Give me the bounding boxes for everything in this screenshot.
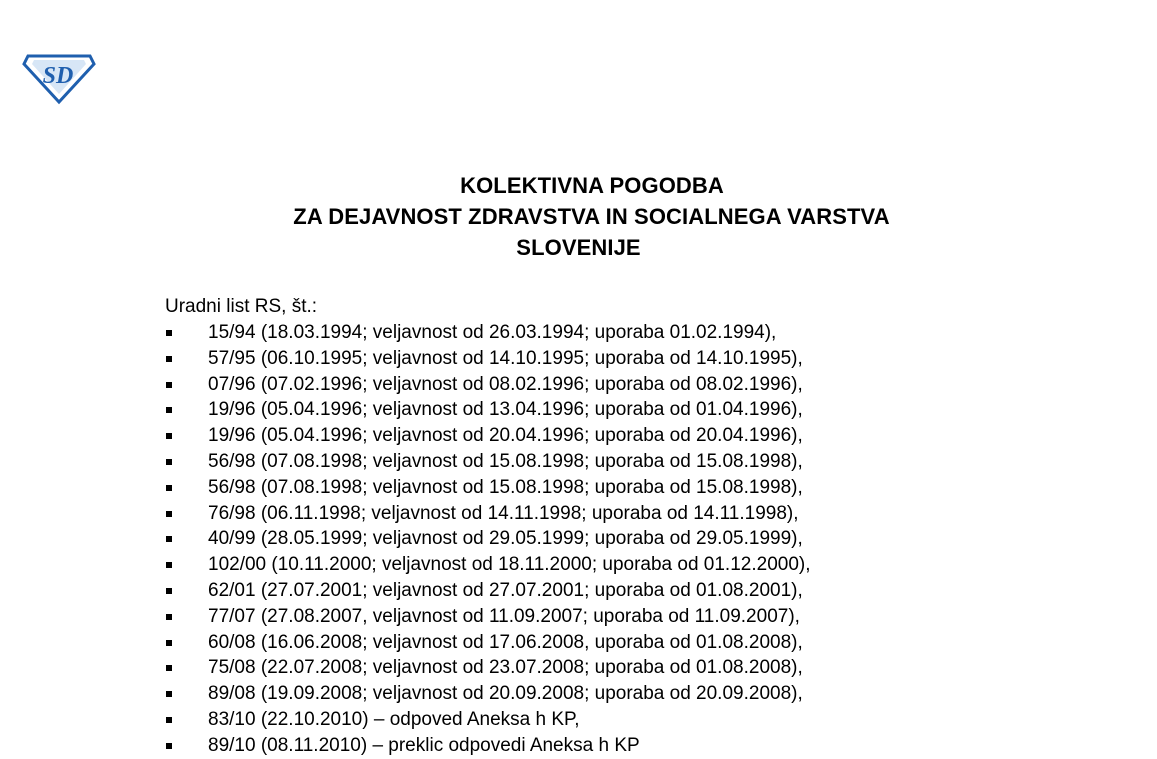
- square-bullet-icon: [166, 743, 172, 749]
- square-bullet-icon: [166, 717, 172, 723]
- square-bullet-icon: [166, 407, 172, 413]
- gazette-entry-text: 40/99 (28.05.1999; veljavnost od 29.05.1999; uporaba od 29.05.1999),: [208, 528, 803, 550]
- gazette-entry-text: 60/08 (16.06.2008; veljavnost od 17.06.2008, uporaba od 01.08.2008),: [208, 631, 803, 653]
- square-bullet-icon: [166, 459, 172, 465]
- document-title: [0, 170, 1157, 263]
- gazette-entry-text: 83/10 (22.10.2010) – odpoved Aneksa h KP,: [208, 708, 580, 730]
- gazette-entry-text: 89/10 (08.11.2010) – preklic odpovedi Aneksa h KP: [208, 734, 640, 756]
- gazette-entry-text: 19/96 (05.04.1996; veljavnost od 20.04.1996; uporaba od 20.04.1996),: [208, 425, 803, 447]
- gazette-entry-text: 76/98 (06.11.1998; veljavnost od 14.11.1998; uporaba od 14.11.1998),: [208, 502, 799, 524]
- logo-text: SD: [42, 63, 74, 89]
- gazette-entry-text: 57/95 (06.10.1995; veljavnost od 14.10.1995; uporaba od 14.10.1995),: [208, 347, 803, 369]
- gazette-entry-text: 56/98 (07.08.1998; veljavnost od 15.08.1998; uporaba od 15.08.1998),: [208, 450, 803, 472]
- square-bullet-icon: [166, 511, 172, 517]
- gazette-entry-text: 75/08 (22.07.2008; veljavnost od 23.07.2008; uporaba od 01.08.2008),: [208, 657, 803, 679]
- gazette-entry-text: 102/00 (10.11.2000; veljavnost od 18.11.2000; uporaba od 01.12.2000),: [208, 554, 811, 576]
- gazette-entry-text: 19/96 (05.04.1996; veljavnost od 13.04.1996; uporaba od 01.04.1996),: [208, 399, 803, 421]
- title-line: ZA DEJAVNOST ZDRAVSTVA IN SOCIALNEGA VARSTVA: [293, 204, 890, 229]
- square-bullet-icon: [166, 330, 172, 336]
- square-bullet-icon: [166, 640, 172, 646]
- sd-logo-icon: [22, 50, 96, 104]
- source-label: Uradni list RS, št.:: [165, 296, 318, 317]
- square-bullet-icon: [166, 614, 172, 620]
- gazette-entry-text: 56/98 (07.08.1998; veljavnost od 15.08.1998; uporaba od 15.08.1998),: [208, 476, 803, 498]
- square-bullet-icon: [166, 382, 172, 388]
- gazette-entry-text: 89/08 (19.09.2008; veljavnost od 20.09.2008; uporaba od 20.09.2008),: [208, 683, 803, 705]
- title-line: SLOVENIJE: [516, 235, 641, 260]
- square-bullet-icon: [166, 356, 172, 362]
- square-bullet-icon: [166, 562, 172, 568]
- title-line: KOLEKTIVNA POGODBA: [460, 173, 724, 198]
- square-bullet-icon: [166, 691, 172, 697]
- square-bullet-icon: [166, 665, 172, 671]
- square-bullet-icon: [166, 536, 172, 542]
- square-bullet-icon: [166, 433, 172, 439]
- square-bullet-icon: [166, 588, 172, 594]
- gazette-entry-text: 07/96 (07.02.1996; veljavnost od 08.02.1996; uporaba od 08.02.1996),: [208, 373, 803, 395]
- gazette-entry-text: 77/07 (27.08.2007, veljavnost od 11.09.2007; uporaba od 11.09.2007),: [208, 605, 800, 627]
- gazette-entry-text: 62/01 (27.07.2001; veljavnost od 27.07.2001; uporaba od 01.08.2001),: [208, 579, 803, 601]
- gazette-entry-text: 15/94 (18.03.1994; veljavnost od 26.03.1994; uporaba 01.02.1994),: [208, 322, 777, 343]
- square-bullet-icon: [166, 485, 172, 491]
